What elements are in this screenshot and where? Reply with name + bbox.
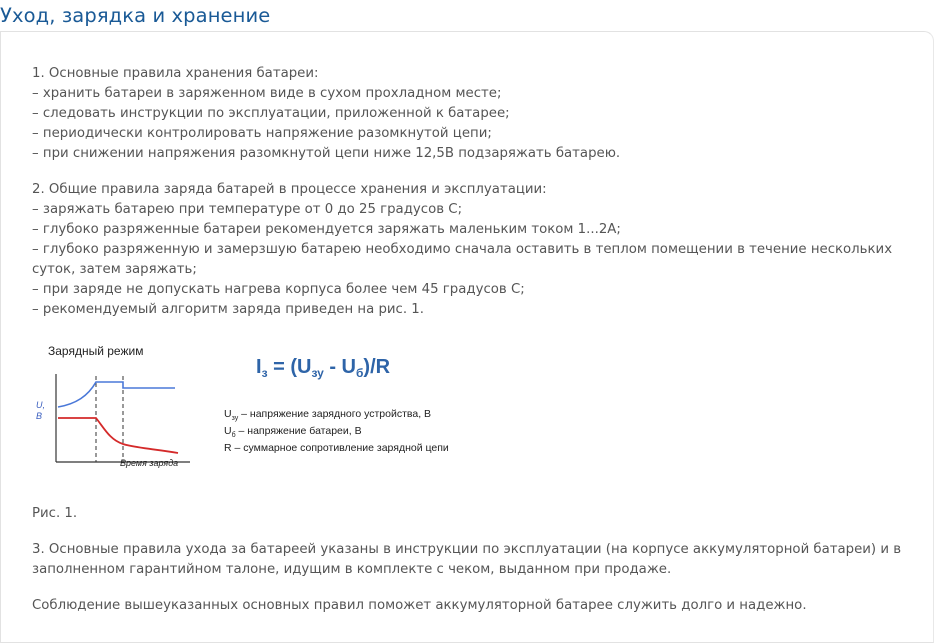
legend-text: – напряжение зарядного устройства, В xyxy=(238,408,432,420)
care-rules-section xyxy=(32,540,922,580)
figure-caption: Рис. 1. xyxy=(32,506,78,521)
charging-rule: – глубоко разряженные батареи рекомендуется заряжать маленьким током 1...2А; xyxy=(32,222,621,237)
storage-rules-section xyxy=(32,64,922,164)
current-curve xyxy=(58,418,178,453)
formula-minus: - U xyxy=(323,356,356,378)
care-rules-text: 3. Основные правила ухода за батареей указаны в инструкции по эксплуатации (на корпусе аккумуляторной батареи) и в заполненном гарантийном талоне, идущим в комплекте с чеком, выданном при продаже. xyxy=(32,542,902,577)
storage-rule: – периодически контролировать напряжение разомкнутой цепи; xyxy=(32,126,492,141)
legend-text: – напряжение батареи, В xyxy=(235,425,362,438)
storage-rule: – при снижении напряжения разомкнутой цепи ниже 12,5В подзаряжать батарею. xyxy=(32,146,621,161)
legend-symbol: R xyxy=(224,442,232,455)
formula-u2-sub: б xyxy=(356,366,364,380)
formula-eq: = (U xyxy=(267,356,312,378)
formula-lhs: I xyxy=(256,356,262,378)
x-axis-label: Время заряда xyxy=(120,458,179,468)
storage-rule: – следовать инструкции по эксплуатации, приложенной к батарее; xyxy=(32,106,510,121)
legend-item xyxy=(224,442,449,455)
y-axis-label-top: U, xyxy=(36,400,45,410)
legend-symbol-sub: б xyxy=(231,432,236,440)
legend-symbol-sub: зу xyxy=(231,415,239,423)
charging-rule: – глубоко разряженную и замерзшую батарею необходимо сначала оставить в теплом помещении в течение нескольких суток, затем заряжать; xyxy=(32,242,893,277)
formula-rhs: )/R xyxy=(363,356,391,378)
charging-rule: – рекомендуемый алгоритм заряда приведен на рис. 1. xyxy=(32,302,424,317)
page-title: Уход, зарядка и хранение xyxy=(0,4,271,27)
legend-text: – суммарное сопротивление зарядной цепи xyxy=(231,442,449,455)
y-axis-label-bottom: В xyxy=(36,411,43,421)
chart-title: Зарядный режим xyxy=(48,344,144,358)
charging-rule: – при заряде не допускать нагрева корпуса более чем 45 градусов С; xyxy=(32,282,525,297)
closing-note: Соблюдение вышеуказанных основных правил поможет аккумуляторной батарее служить долго и надежно. xyxy=(32,598,807,613)
storage-rule: – хранить батареи в заряженном виде в сухом прохладном месте; xyxy=(32,86,502,101)
charging-diagram-figure xyxy=(30,336,490,476)
y-axis-label xyxy=(36,400,45,422)
formula-lhs-sub: з xyxy=(261,366,268,380)
voltage-curve xyxy=(58,382,175,407)
legend-symbol: U xyxy=(224,408,232,420)
formula-legend xyxy=(224,408,449,455)
legend-symbol: U xyxy=(224,425,232,438)
legend-item xyxy=(224,408,449,425)
legend-item xyxy=(224,425,449,442)
formula-u1-sub: зу xyxy=(311,366,324,380)
storage-rules-heading: 1. Основные правила хранения батареи: xyxy=(32,66,319,81)
charging-rules-section xyxy=(32,180,922,320)
charging-rules-heading: 2. Общие правила заряда батарей в процессе хранения и эксплуатации: xyxy=(32,182,547,197)
charging-rule: – заряжать батарею при температуре от 0 до 25 градусов С; xyxy=(32,202,463,217)
charging-current-formula xyxy=(256,356,390,380)
